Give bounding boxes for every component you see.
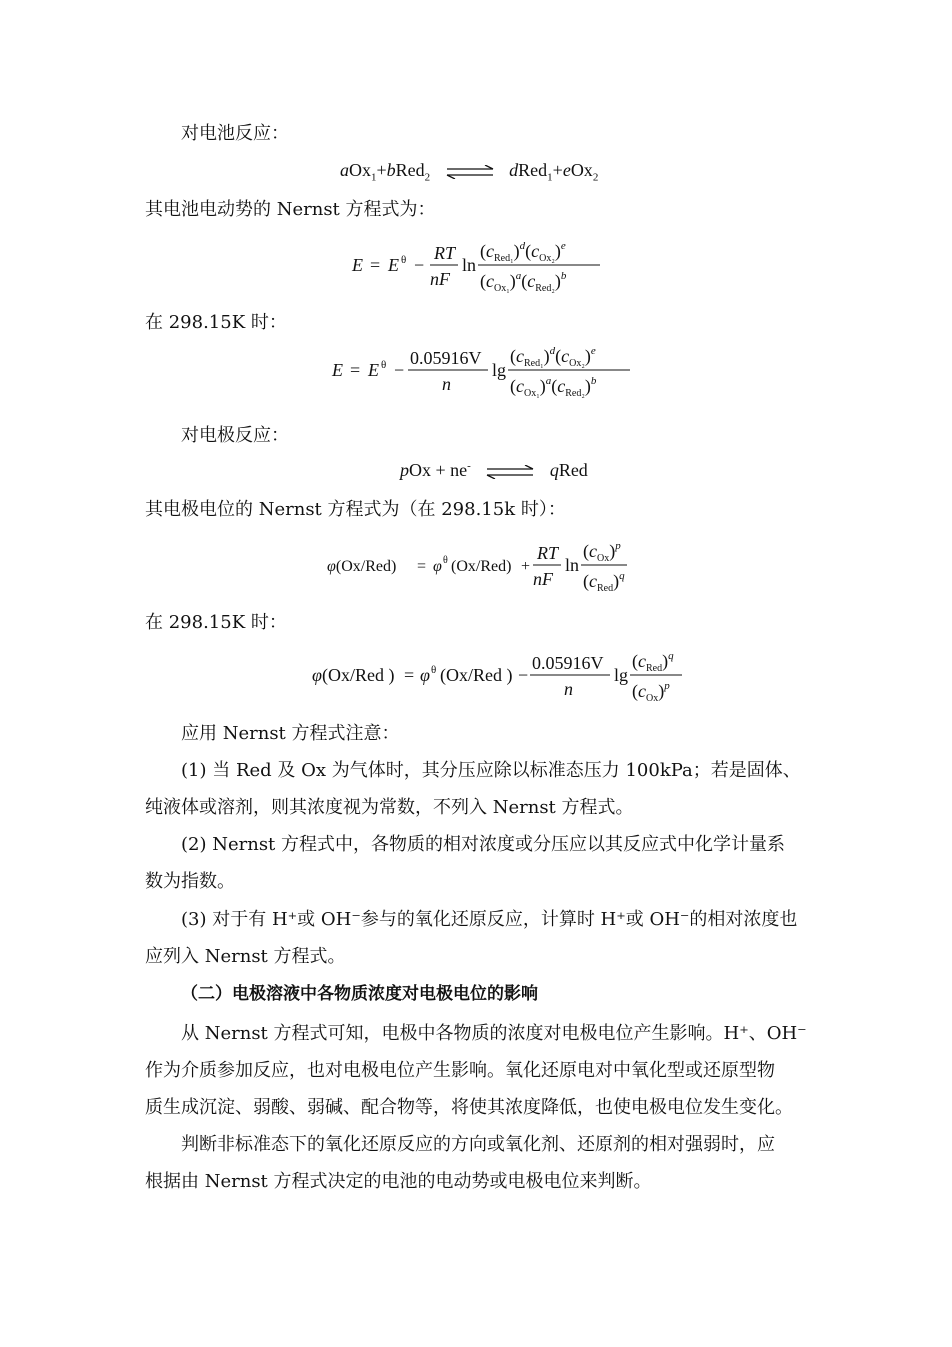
equation-nernst-cell	[350, 235, 630, 295]
svg-text:(cOx₁)a(cRed₂)b: $(c_{Ox_1})^a(c_{Red_2})^b$	[480, 270, 567, 294]
svg-text:−: −	[394, 360, 405, 380]
svg-text:−: −	[414, 255, 425, 275]
svg-text:φ: φ	[420, 665, 430, 685]
svg-text:(Ox/Red): (Ox/Red)	[451, 558, 512, 575]
text-para-4-line-3: 质生成沉淀、弱酸、弱碱、配合物等，将使其浓度降低，也使电极电位发生变化。	[145, 1097, 793, 1118]
section-heading: （二）电极溶液中各物质浓度对电极电位的影响	[181, 984, 538, 1004]
svg-text:nF: nF	[430, 269, 450, 289]
svg-text:(Ox/Red ): (Ox/Red )	[440, 665, 513, 685]
text-note-3-line-1: (3) 对于有 H⁺或 OH⁻参与的氧化还原反应，计算时 H⁺或 OH⁻的相对浓度也	[181, 909, 798, 930]
text-electrode-nernst-intro: 其电极电位的 Nernst 方程式为（在 298.15k 时）：	[145, 499, 566, 520]
svg-text:lg: lg	[614, 665, 629, 685]
svg-text:E: E	[368, 360, 379, 380]
equation-electrode-reaction: pOx + ne- qRed	[400, 460, 588, 480]
svg-text:n: n	[564, 679, 573, 699]
svg-text:(cRed₁)d(cOx₂)e: $(c_{Red_1})^d(c_{Ox_2})^e$	[480, 240, 566, 264]
svg-text:RT: RT	[537, 543, 559, 563]
text-nernst-notes-intro: 应用 Nernst 方程式注意：	[181, 723, 400, 744]
svg-text:θ: θ	[381, 359, 387, 371]
svg-text:(cOx)p: $(c_{Ox})^p$	[632, 680, 670, 704]
equation-nernst-electrode-298k	[310, 645, 690, 707]
svg-text:(cOx)p: $(c_{Ox})^p$	[583, 540, 621, 564]
svg-text:=: =	[417, 558, 427, 575]
text-cell-reaction-intro: 对电池反应：	[181, 123, 289, 144]
text-298k-intro-1: 在 298.15K 时：	[145, 312, 287, 333]
svg-text:θ: θ	[401, 254, 407, 266]
svg-text:(cOx₁)a(cRed₂)b: $(c_{Ox_1})^a(c_{Red_2})^b$	[510, 375, 597, 399]
svg-text:−: −	[518, 665, 529, 685]
svg-text:+: +	[521, 558, 531, 575]
text-electrode-reaction-intro: 对电极反应：	[181, 425, 289, 446]
text-note-3-line-2: 应列入 Nernst 方程式。	[145, 946, 346, 967]
svg-text:=: =	[404, 665, 415, 685]
svg-text:φ(Ox/Red ): φ(Ox/Red )	[312, 665, 395, 685]
equation-nernst-cell-298k	[330, 340, 640, 400]
svg-text:=: =	[350, 360, 361, 380]
svg-text:E: E	[352, 255, 363, 275]
text-note-2-line-1: (2) Nernst 方程式中，各物质的相对浓度或分压应以其反应式中化学计量系	[181, 834, 786, 855]
svg-text:lg: lg	[492, 360, 507, 380]
svg-text:E: E	[332, 360, 343, 380]
svg-text:ln: ln	[565, 555, 580, 575]
svg-text:(cRed)q: $(c_{Red})^q$	[632, 650, 674, 674]
svg-text:n: n	[442, 374, 451, 394]
svg-text:=: =	[370, 255, 381, 275]
text-note-1-line-2: 纯液体或溶剂，则其浓度视为常数，不列入 Nernst 方程式。	[145, 797, 634, 818]
text-para-4-line-1: 从 Nernst 方程式可知，电极中各物质的浓度对电极电位产生影响。H⁺、OH⁻	[181, 1023, 807, 1044]
text-note-1-line-1: (1) 当 Red 及 Ox 为气体时，其分压应除以标准态压力 100kPa；若是固体、	[181, 760, 801, 781]
svg-text:E: E	[388, 255, 399, 275]
text-para-5-line-1: 判断非标准态下的氧化还原反应的方向或氧化剂、还原剂的相对强弱时，应	[181, 1134, 775, 1155]
svg-text:0.05916V: 0.05916V	[532, 653, 604, 673]
text-para-5-line-2: 根据由 Nernst 方程式决定的电池的电动势或电极电位来判断。	[145, 1171, 652, 1192]
svg-text:θ: θ	[431, 664, 437, 676]
text-para-4-line-2: 作为介质参加反应，也对电极电位产生影响。氧化还原电对中氧化型或还原型物	[145, 1060, 775, 1081]
equilibrium-arrow-icon	[445, 165, 495, 179]
svg-text:φ: φ	[433, 558, 442, 575]
svg-text:φ(Ox/Red): φ(Ox/Red)	[327, 558, 397, 575]
svg-text:RT: RT	[434, 243, 456, 263]
svg-text:(cRed₁)d(cOx₂)e: $(c_{Red_1})^d(c_{Ox_2})^e$	[510, 345, 596, 369]
text-note-2-line-2: 数为指数。	[145, 871, 235, 892]
svg-text:ln: ln	[462, 255, 477, 275]
equilibrium-arrow-icon	[485, 465, 535, 479]
equation-nernst-electrode	[325, 535, 635, 597]
svg-text:nF: nF	[533, 569, 553, 589]
equation-cell-reaction: aOx$_1$+bRed$_2$ dRed$_1$+eOx$_2$	[340, 160, 599, 184]
svg-text:0.05916V: 0.05916V	[410, 348, 482, 368]
text-cell-nernst-intro: 其电池电动势的 Nernst 方程式为：	[145, 199, 436, 220]
text-298k-intro-2: 在 298.15K 时：	[145, 612, 287, 633]
svg-text:θ: θ	[443, 555, 448, 566]
svg-text:(cRed)q: $(c_{Red})^q$	[583, 570, 625, 594]
